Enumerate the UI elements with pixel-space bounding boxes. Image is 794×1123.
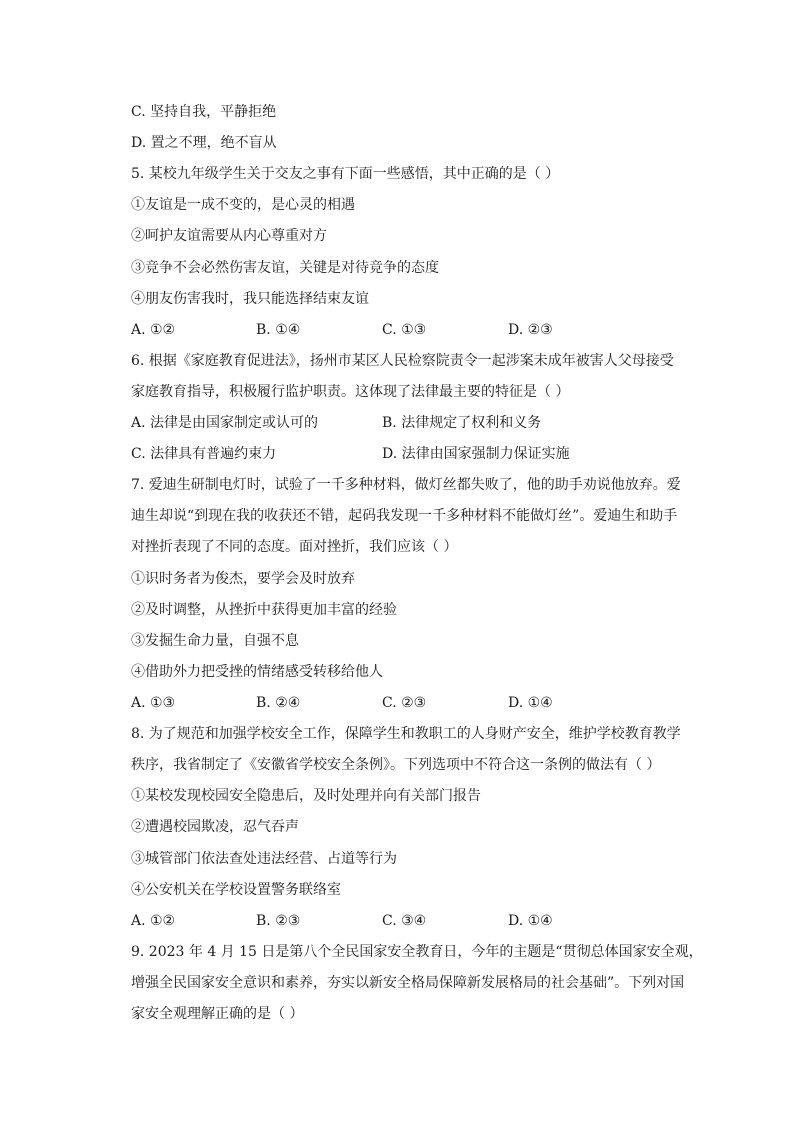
- q5-statement-2: ②呵护友谊需要从内心尊重对方: [131, 228, 327, 244]
- q4-option-c: C. 坚持自我，平静拒绝: [131, 104, 277, 120]
- q8-option-a: A. ①②: [131, 913, 176, 929]
- q7-option-a: A. ①③: [131, 695, 176, 711]
- q8-statement-4: ④公安机关在学校设置警务联络室: [131, 882, 341, 898]
- q7-stem-line-2: 迪生却说“到现在我的收获还不错，起码我发现一千多种材料不能做灯丝”。爱迪生和助手: [131, 508, 678, 524]
- q8-option-b: B. ②③: [256, 913, 301, 929]
- q7-option-d: D. ①④: [508, 695, 553, 711]
- q8-option-d: D. ①④: [508, 913, 553, 929]
- q5-statement-4: ④朋友伤害我时，我只能选择结束友谊: [131, 291, 369, 307]
- q5-statement-1: ①友谊是一成不变的，是心灵的相遇: [131, 197, 355, 213]
- q9-stem-line-1: 9. 2023 年 4 月 15 日是第八个全民国家安全教育日，今年的主题是“贯彻总体国家安全观，: [131, 944, 703, 960]
- q7-statement-1: ①识时务者为俊杰，要学会及时放弃: [131, 571, 355, 587]
- q8-statement-2: ②遭遇校园欺凌，忍气吞声: [131, 819, 299, 835]
- q5-option-b: B. ①④: [256, 322, 301, 338]
- q7-option-b: B. ②④: [256, 695, 301, 711]
- q8-stem-line-2: 秩序，我省制定了《安徽省学校安全条例》。下列选项中不符合这一条例的做法有（ ）: [131, 757, 661, 773]
- q5-statement-3: ③竞争不会必然伤害友谊，关键是对待竞争的态度: [131, 260, 439, 276]
- q6-option-c: C. 法律具有普遍约束力: [131, 446, 277, 462]
- q7-stem-line-1: 7. 爱迪生研制电灯时，试验了一千多种材料，做灯丝都失败了，他的助手劝说他放弃。爱: [131, 477, 681, 493]
- q6-stem-line-2: 家庭教育指导，积极履行监护职责。这体现了法律最主要的特征是（ ）: [131, 384, 570, 400]
- q8-statement-3: ③城管部门依法查处违法经营、占道等行为: [131, 851, 397, 867]
- q5-option-c: C. ①③: [382, 322, 427, 338]
- q7-statement-2: ②及时调整，从挫折中获得更加丰富的经验: [131, 602, 397, 618]
- q6-stem-line-1: 6. 根据《家庭教育促进法》，扬州市某区人民检察院责令一起涉案未成年被害人父母接受: [131, 353, 674, 369]
- q5-option-d: D. ②③: [508, 322, 553, 338]
- q4-option-d: D. 置之不理，绝不盲从: [131, 135, 277, 151]
- q6-option-d: D. 法律由国家强制力保证实施: [382, 446, 570, 462]
- q7-stem-line-3: 对挫折表现了不同的态度。面对挫折，我们应该（ ）: [131, 539, 458, 555]
- q8-stem-line-1: 8. 为了规范和加强学校安全工作，保障学生和教职工的人身财产安全，维护学校教育教学: [131, 726, 681, 742]
- q9-stem-line-3: 家安全观理解正确的是（ ）: [131, 1006, 304, 1022]
- q5-option-a: A. ①②: [131, 322, 176, 338]
- q8-statement-1: ①某校发现校园安全隐患后，及时处理并向有关部门报告: [131, 788, 481, 804]
- q6-option-a: A. 法律是由国家制定或认可的: [131, 415, 319, 431]
- q6-option-b: B. 法律规定了权利和义务: [382, 415, 542, 431]
- q7-statement-4: ④借助外力把受挫的情绪感受转移给他人: [131, 664, 383, 680]
- q7-option-c: C. ②③: [382, 695, 427, 711]
- q5-stem: 5. 某校九年级学生关于交友之事有下面一些感悟，其中正确的是（ ）: [131, 166, 560, 182]
- q9-stem-line-2: 增强全民国家安全意识和素养，夯实以新安全格局保障新发展格局的社会基础”。下列对国: [131, 975, 685, 991]
- q8-option-c: C. ③④: [382, 913, 427, 929]
- q7-statement-3: ③发掘生命力量，自强不息: [131, 633, 299, 649]
